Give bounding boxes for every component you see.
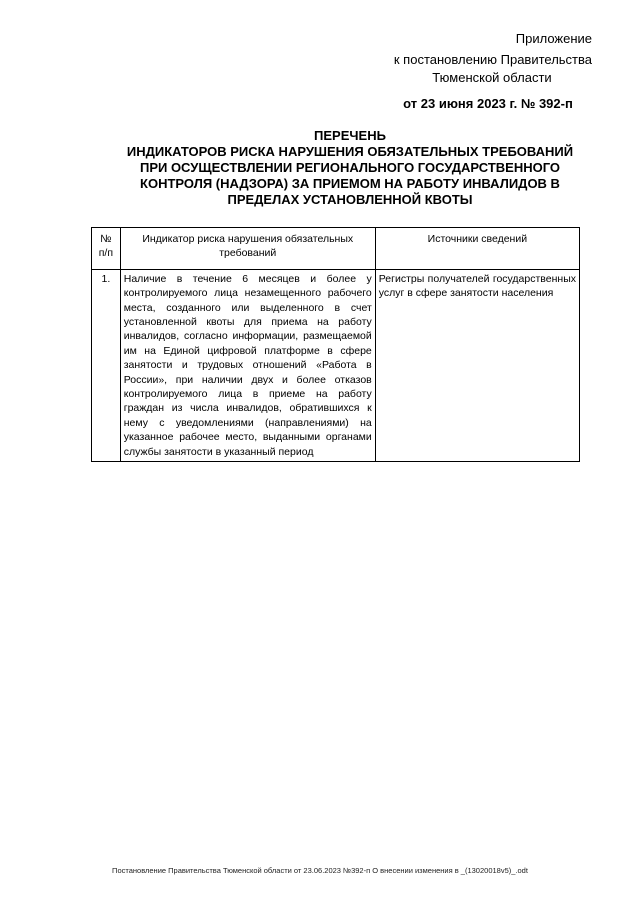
appendix-to: к постановлению Правительства <box>393 52 592 67</box>
row-indicator: Наличие в течение 6 месяцев и более у контролируемого лица незамещенного рабочего места, созданного или выделенного в счет установленной квоты для приема на работу инвалидов, согласно информации, размещаемой им на Единой цифровой платформе в сфере занятости и трудовых отношений «Работа в России», при наличии двух и более отказов контролируемого лица в приеме на работу граждан из числа инвалидов, обратившихся к нему с уведомлениями (направлениями) на указанное рабочее место, выданными органами службы занятости в указанный период <box>120 269 375 461</box>
table-header-row <box>92 228 580 270</box>
header-num: № п/п <box>92 228 121 270</box>
appendix-block <box>362 30 592 113</box>
indicators-table <box>91 227 580 462</box>
appendix-region: Тюменской области <box>432 70 552 85</box>
appendix-date: от 23 июня 2023 г. № 392-п <box>403 96 573 111</box>
heading-body: ИНДИКАТОРОВ РИСКА НАРУШЕНИЯ ОБЯЗАТЕЛЬНЫХ ТРЕБОВАНИЙ ПРИ ОСУЩЕСТВЛЕНИИ РЕГИОНАЛЬНОГО ГОСУДАРСТВЕННОГО КОНТРОЛЯ (НАДЗОРА) ЗА ПРИЕМОМ НА РАБОТУ ИНВАЛИДОВ В ПРЕДЕЛАХ УСТАНОВЛЕННОЙ КВОТЫ <box>126 144 574 207</box>
table-row <box>92 269 580 461</box>
row-num: 1. <box>92 269 121 461</box>
header-sources: Источники сведений <box>375 228 579 270</box>
row-sources: Регистры получателей государственных услуг в сфере занятости населения <box>375 269 579 461</box>
header-indicator: Индикатор риска нарушения обязательных требований <box>120 228 375 270</box>
heading-title: ПЕРЕЧЕНЬ <box>314 128 386 143</box>
page-footer: Постановление Правительства Тюменской области от 23.06.2023 №392-п О внесении изменения в _(13020018v5)_.odt <box>112 866 528 875</box>
appendix-title: Приложение <box>515 31 592 46</box>
document-heading <box>95 128 605 208</box>
